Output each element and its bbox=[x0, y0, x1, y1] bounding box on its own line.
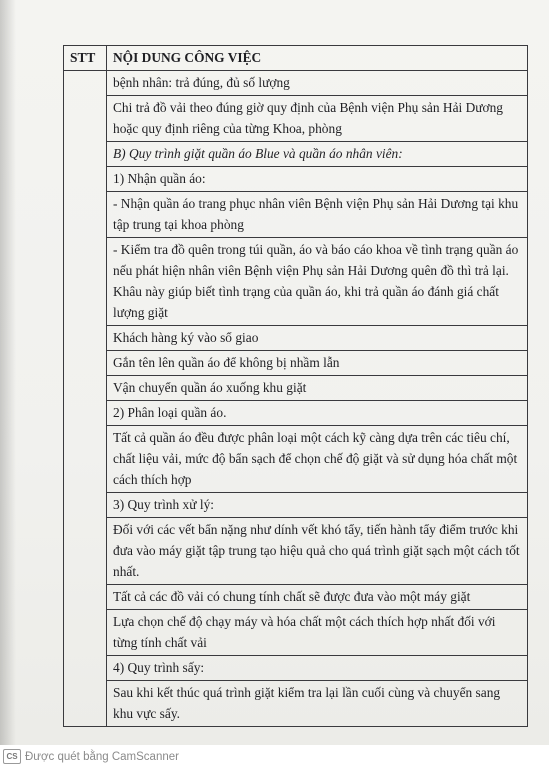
table-row bbox=[64, 351, 528, 376]
table-row bbox=[64, 681, 528, 727]
table-row bbox=[64, 401, 528, 426]
table-row bbox=[64, 96, 528, 142]
content-cell: Đối với các vết bẩn nặng như dính vết khó tẩy, tiến hành tẩy điểm trước khi đưa vào máy giặt tập trung tạo hiệu quả cho quá trình giặt sạch một cách tốt nhất. bbox=[107, 518, 528, 585]
content-cell: 3) Quy trình xử lý: bbox=[107, 493, 528, 518]
page-edge-shadow bbox=[0, 0, 16, 745]
content-cell: Lựa chọn chế độ chạy máy và hóa chất một cách thích hợp nhất đối với từng tính chất vải bbox=[107, 610, 528, 656]
table-row bbox=[64, 142, 528, 167]
content-cell: - Nhận quần áo trang phục nhân viên Bệnh viện Phụ sản Hải Dương tại khu tập trung tại khoa phòng bbox=[107, 192, 528, 238]
content-cell: Gắn tên lên quần áo để không bị nhầm lẫn bbox=[107, 351, 528, 376]
table-row bbox=[64, 493, 528, 518]
table-row bbox=[64, 376, 528, 401]
table-row bbox=[64, 167, 528, 192]
stt-header: STT bbox=[64, 46, 107, 71]
content-cell: 1) Nhận quần áo: bbox=[107, 167, 528, 192]
table-row bbox=[64, 238, 528, 326]
content-cell: 2) Phân loại quần áo. bbox=[107, 401, 528, 426]
table-row bbox=[64, 585, 528, 610]
content-cell: 4) Quy trình sấy: bbox=[107, 656, 528, 681]
table-row bbox=[64, 656, 528, 681]
content-cell: - Kiểm tra đồ quên trong túi quần, áo và báo cáo khoa về tình trạng quần áo nếu phát hiện nhân viên Bệnh viện Phụ sản Hải Dương quên đồ thì trả lại. Khâu này giúp biết tình trạng của quần áo, khi trả quần áo đánh giá chất lượng giặt bbox=[107, 238, 528, 326]
content-cell: Tất cả các đồ vải có chung tính chất sẽ được đưa vào một máy giặt bbox=[107, 585, 528, 610]
work-content-table bbox=[63, 45, 528, 727]
stt-cell bbox=[64, 71, 107, 727]
camscanner-footer bbox=[0, 745, 549, 768]
content-cell: Khách hàng ký vào sổ giao bbox=[107, 326, 528, 351]
table-row bbox=[64, 426, 528, 493]
content-header: NỘI DUNG CÔNG VIỆC bbox=[107, 46, 528, 71]
content-cell: Chi trả đồ vải theo đúng giờ quy định của Bệnh viện Phụ sản Hải Dương hoặc quy định riêng của từng Khoa, phòng bbox=[107, 96, 528, 142]
footer-text: Được quét bằng CamScanner bbox=[25, 750, 179, 763]
content-cell: Sau khi kết thúc quá trình giặt kiểm tra lại lần cuối cùng và chuyển sang khu vực sấy. bbox=[107, 681, 528, 727]
content-cell: bệnh nhân: trả đúng, đủ số lượng bbox=[107, 71, 528, 96]
table-header-row bbox=[64, 46, 528, 71]
table-row bbox=[64, 518, 528, 585]
table-row bbox=[64, 326, 528, 351]
camscanner-logo-icon: CS bbox=[3, 749, 21, 764]
content-cell: B) Quy trình giặt quần áo Blue và quần áo nhân viên: bbox=[107, 142, 528, 167]
content-cell: Vận chuyển quần áo xuống khu giặt bbox=[107, 376, 528, 401]
content-cell: Tất cả quần áo đều được phân loại một cách kỹ càng dựa trên các tiêu chí, chất liệu vải, mức độ bẩn sạch để chọn chế độ giặt và sử dụng hóa chất một cách thích hợp bbox=[107, 426, 528, 493]
table-row bbox=[64, 192, 528, 238]
table-row bbox=[64, 71, 528, 96]
table-row bbox=[64, 610, 528, 656]
